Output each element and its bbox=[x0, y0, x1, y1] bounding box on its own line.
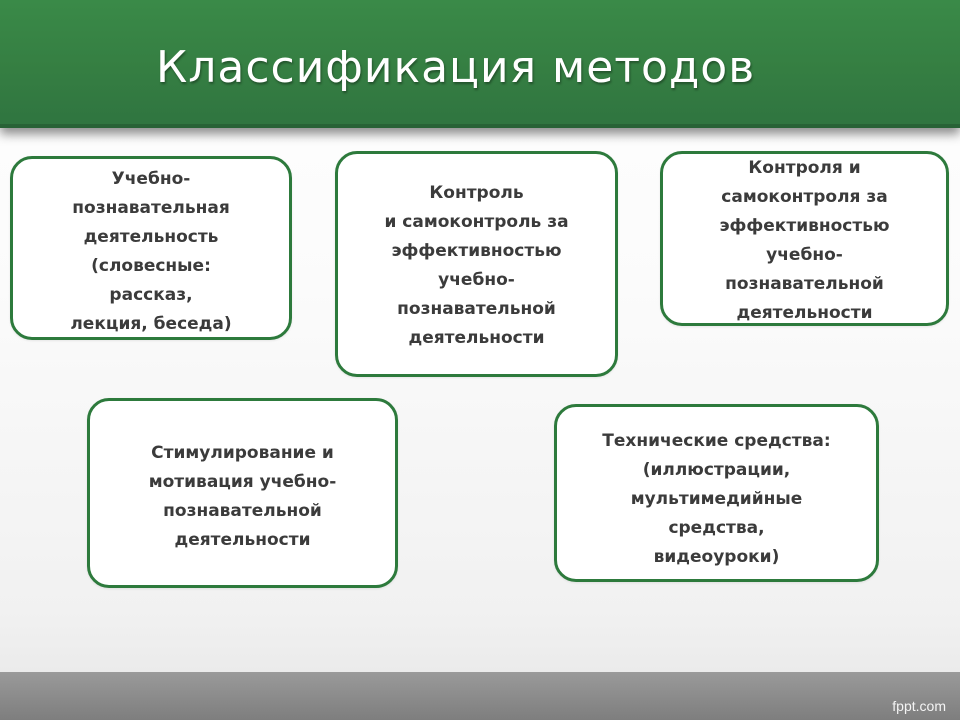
watermark: fppt.com bbox=[892, 698, 946, 714]
method-box-motivation bbox=[87, 398, 398, 588]
footer-band bbox=[0, 672, 960, 720]
method-box-control-methods-text: Контроля и самоконтроля за эффективностью учебно- познавательной деятельности bbox=[719, 158, 890, 323]
method-box-verbal-text: Учебно- познавательная деятельность (словесные: рассказ, лекция, беседа) bbox=[70, 169, 232, 334]
method-box-technical-text: Технические средства: (иллюстрации, мультимедийные средства, видеоуроки) bbox=[602, 431, 831, 567]
slide-title: Классификация методов bbox=[156, 42, 756, 93]
title-band bbox=[0, 0, 960, 128]
method-box-control-methods bbox=[660, 151, 949, 326]
method-box-motivation-text: Стимулирование и мотивация учебно- познавательной деятельности bbox=[148, 443, 337, 550]
method-box-verbal bbox=[10, 156, 292, 340]
method-box-control-text: Контроль и самоконтроль за эффективностью учебно- познавательной деятельности bbox=[384, 183, 569, 348]
method-box-control bbox=[335, 151, 618, 377]
method-box-technical bbox=[554, 404, 879, 582]
